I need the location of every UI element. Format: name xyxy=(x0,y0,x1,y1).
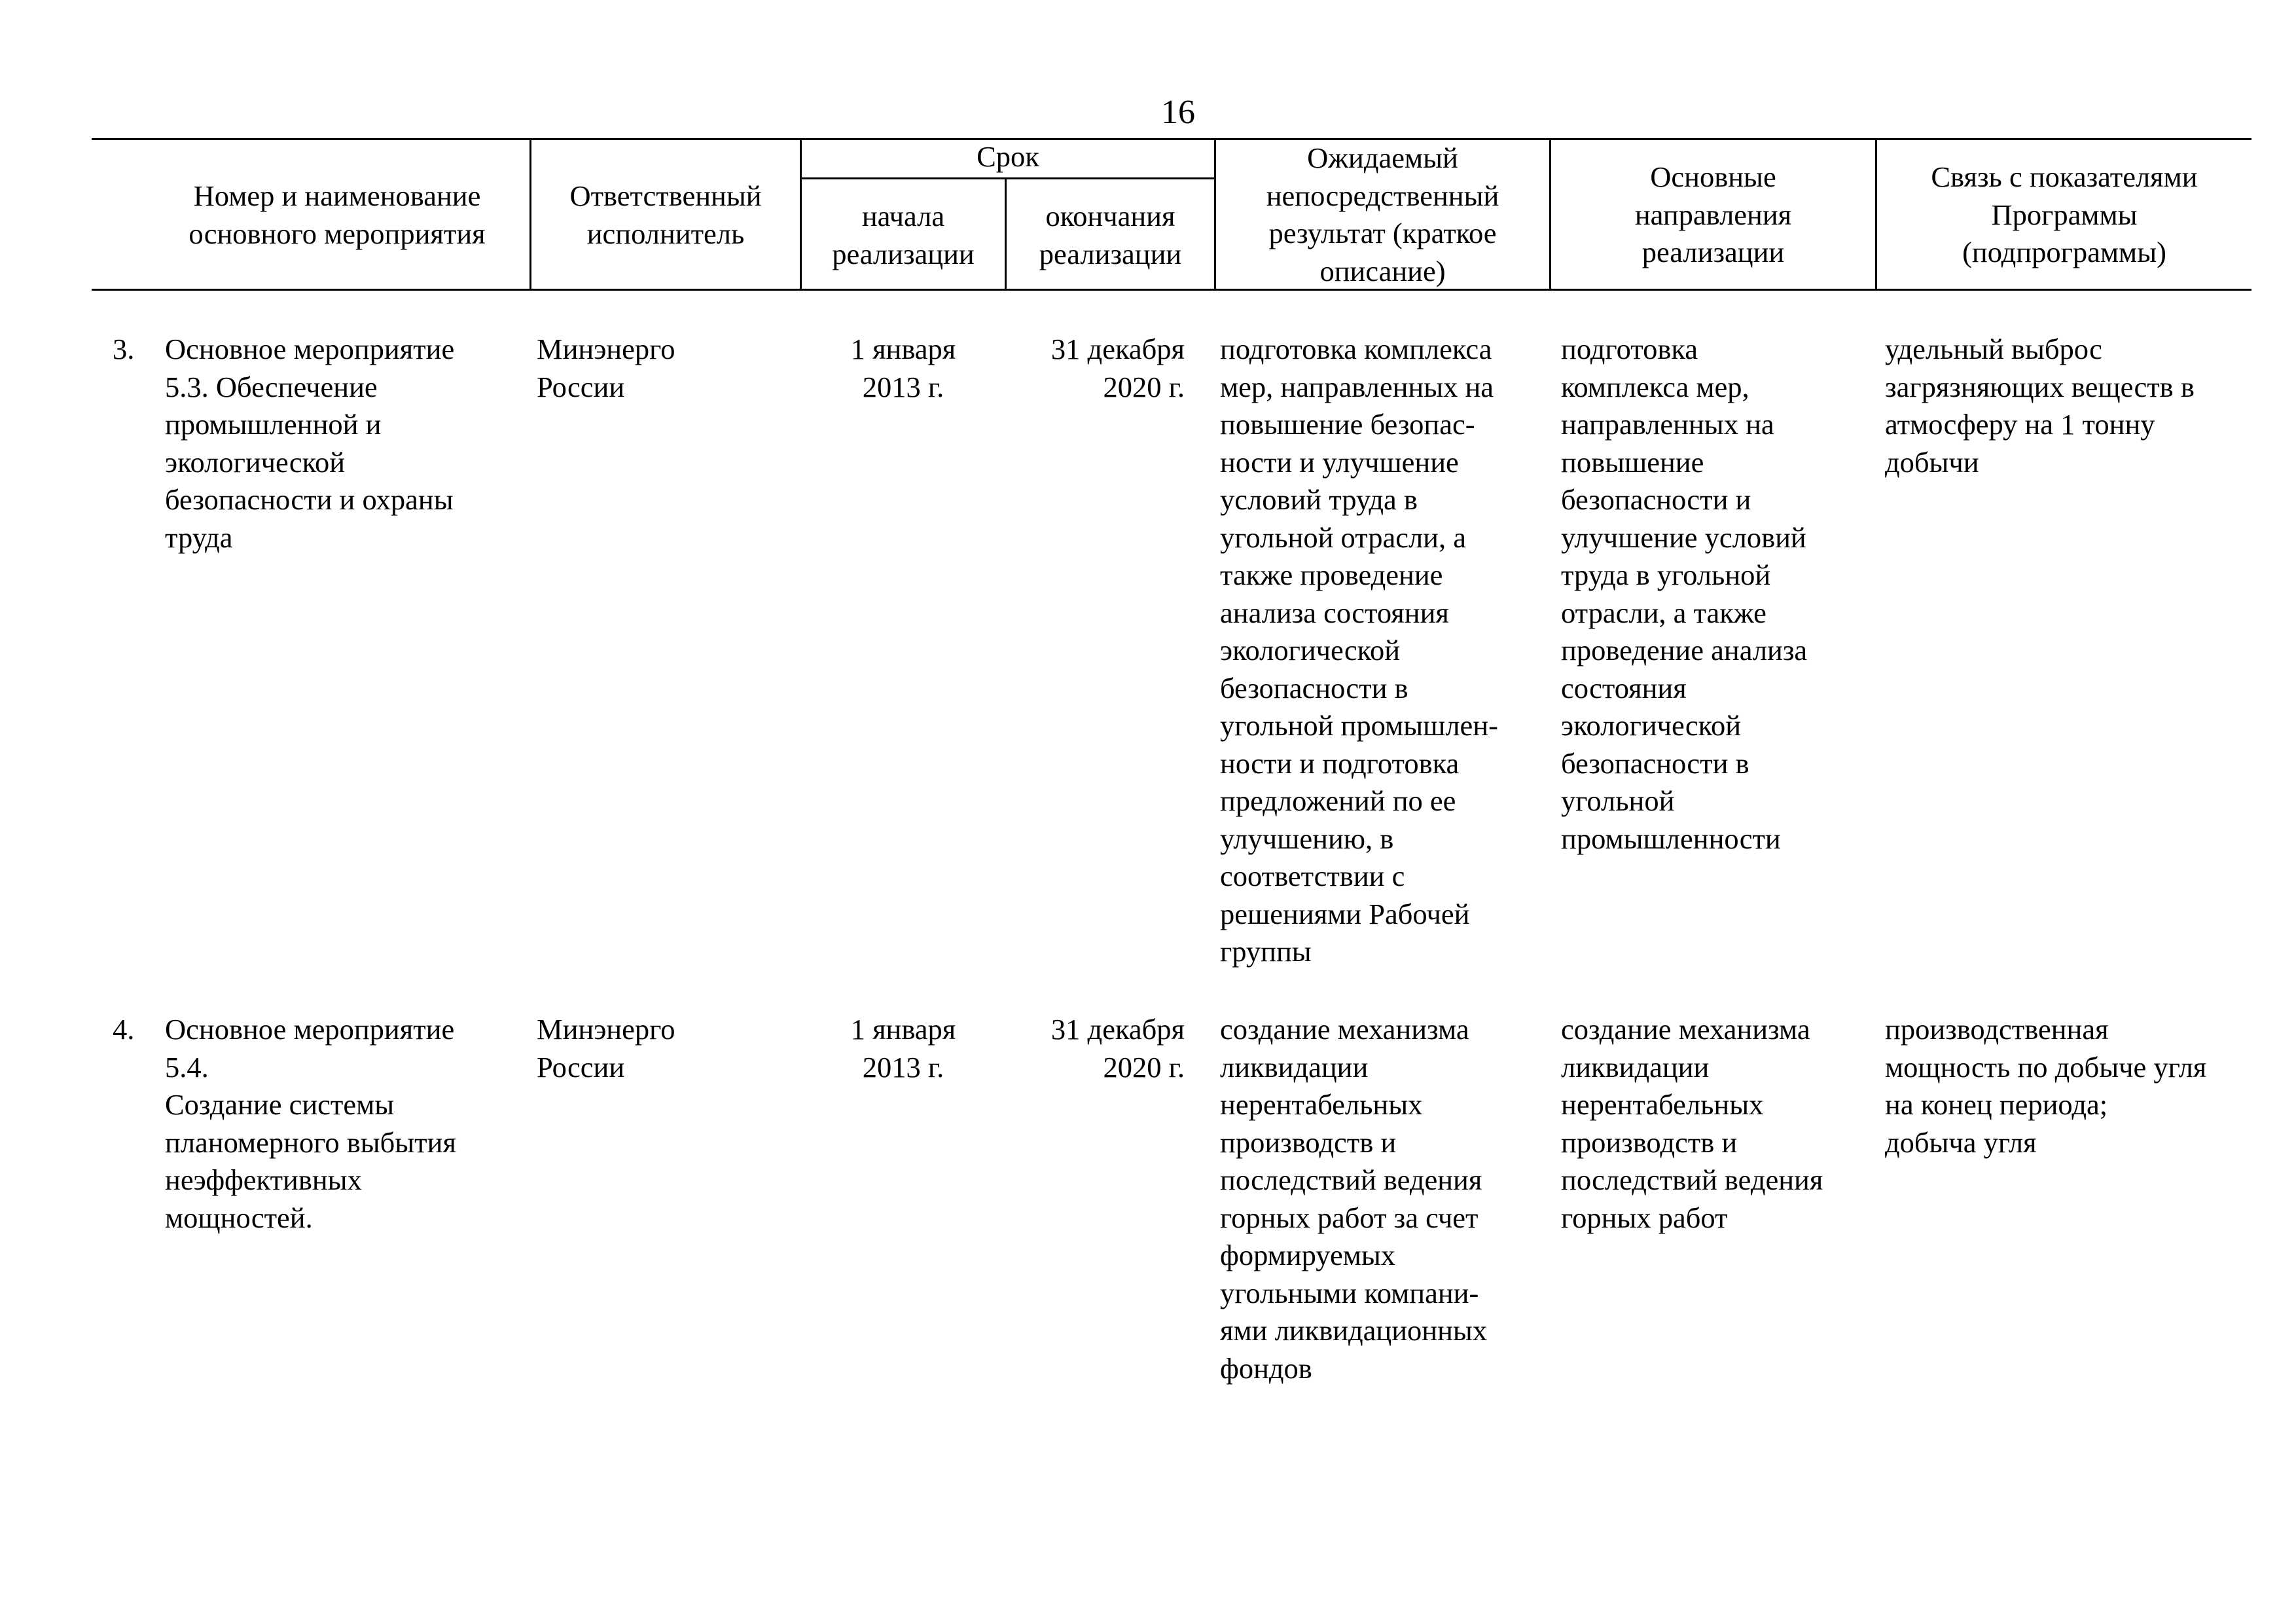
header-col-executor: Ответственный исполнитель xyxy=(569,179,762,250)
header-col-name: Номер и наименование основного мероприятия xyxy=(188,179,486,250)
row-name: Основное мероприятие 5.4. Создание системы планомерного выбытия неэффективных мощностей. xyxy=(165,1013,456,1234)
row-executor: Минэнерго России xyxy=(537,1013,675,1084)
row-start: 1 января 2013 г. xyxy=(850,333,956,403)
header-col-result: Ожидаемый непосредственный результат (краткое описание) xyxy=(1266,141,1499,287)
header-col-directions: Основные направления реализации xyxy=(1634,160,1792,268)
header-col-indicators: Связь с показателями Программы (подпрограммы) xyxy=(1931,160,2198,268)
row-number: 3. xyxy=(113,333,135,365)
row-end: 31 декабря 2020 г. xyxy=(1050,333,1185,403)
row-result: подготовка комплекса мер, направленных на повышение безопас- ности и улучшение условий труда в угольной отрасли, а также проведение анализа состояния экологической безопасности в угольной промышлен- ности и подготовка предложений по ее улучшению, в соответствии с решениями Рабочей группы xyxy=(1220,333,1498,968)
row-indicators: удельный выброс загрязняющих веществ в атмосферу на 1 тонну добычи xyxy=(1885,333,2195,479)
row-indicators: производственная мощность по добыче угля на конец периода; добыча угля xyxy=(1885,1013,2207,1159)
row-number: 4. xyxy=(113,1013,135,1046)
row-directions: подготовка комплекса мер, направленных на повышение безопасности и улучшение условий труда в угольной отрасли, а также проведение анализа состояния экологической безопасности в угольной промышленности xyxy=(1561,333,1808,855)
row-executor: Минэнерго России xyxy=(537,333,675,403)
row-result: создание механизма ликвидации нерентабельных производств и последствий ведения горных работ за счет формируемых угольными компани- ями ликвидационных фондов xyxy=(1220,1013,1488,1385)
row-start: 1 января 2013 г. xyxy=(850,1013,956,1084)
header-col-end: окончания реализации xyxy=(1039,200,1182,270)
page-number: 16 xyxy=(1161,94,1195,131)
row-name: Основное мероприятие 5.3. Обеспечение промышленной и экологической безопасности и охраны труда xyxy=(165,333,455,554)
header-col-term: Срок xyxy=(977,140,1039,173)
row-directions: создание механизма ликвидации нерентабельных производств и последствий ведения горных работ xyxy=(1561,1013,1823,1234)
table-header-bottom-rule xyxy=(92,289,2251,291)
header-col-start: начала реализации xyxy=(832,200,975,270)
term-subheader-rule xyxy=(800,177,1216,179)
row-end: 31 декабря 2020 г. xyxy=(1050,1013,1185,1084)
